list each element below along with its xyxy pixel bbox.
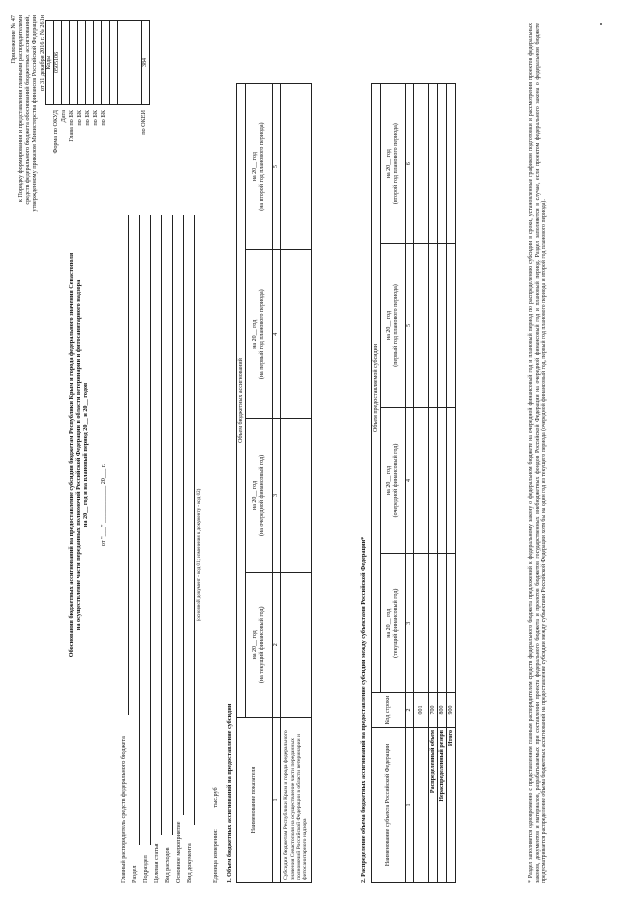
code-cell-bk [77,21,85,105]
s1-col-name: Наименование показателя [237,718,273,883]
code-cell-bk [85,21,93,105]
document-title [68,155,89,755]
field-chief-manager: Главный распорядитель средств федерального бюджета [120,736,127,883]
s2-col-number: 4 [406,407,414,554]
code-cell-bk [93,21,101,105]
field-underline [172,215,173,835]
code-cell-date [61,21,69,105]
okud-label: Форма по ОКУД [52,110,59,154]
code-cell-blank [117,21,141,105]
s2-value-cell [414,554,429,693]
s2-value-cell [429,407,438,554]
bk-label: по БК [92,110,99,126]
field-underline [150,215,151,845]
s2-undistributed-label: Нераспределенный резерв [438,728,447,883]
unit-label: Единица измерения: [212,829,219,883]
s2-value-cell [414,244,429,407]
code-cell-glava [69,21,77,105]
field-doc-type: Вид документа [186,843,193,883]
date-line: от "___" ____________ 20___ г. [100,463,107,547]
field-target-article: Целевая статья [153,843,160,883]
s2-col-plan1: на 20__ год (первый год планового периода) [381,244,406,407]
s1-col-number: 1 [273,718,281,883]
appendix-block [10,15,46,345]
section1-title: 1. Объем бюджетных ассигнований на предоставление субсидии [226,703,233,883]
s2-value-cell [447,407,456,554]
fields-block [120,243,197,883]
s2-value-cell [429,84,438,244]
footnote: * Раздел заполняется одновременно с представлением главным распорядителем средств федерального бюджета предложений к федеральному закону о федеральном бюджете на очередной финансовый год и плановый период по распределению субсидии в сроки, установленные графиком подготовки и рассмотрения проектов федеральных законов, документов и материалов, разрабатываемых при составлении проекта федерального бюджета и проектов бюджетов государственных внебюджетных фондов Российской Федерации на очередной финансовый год и плановый период. Раздел заполняется в случае, если проектом федерального закона о федеральном бюджете предусматривается распределение объема бюджетных ассигнований на предоставление субсидии между субъектами Российской Федерации хотя бы на один год из текущего периода (очередной финансовый год, первый год планового периода и второй год планового периода). [528,23,548,883]
s1-col-next: на 20__ год (на очередной финансовый год) [246,419,273,572]
s2-value-cell [414,84,429,244]
appendix-line: к Порядку формирования и представления главными распорядителями [17,15,25,203]
s2-value-cell [429,244,438,407]
scan-mark [600,23,602,25]
glava-label: Глава по БК [68,110,75,142]
appendix-line: утвержденному приказом Министерства финансов Российской Федерации [31,15,39,212]
s2-value-cell [438,84,447,244]
unit-row [212,787,219,883]
code-cell-bk [101,21,109,105]
s1-value-cell [281,419,312,572]
field-underline [161,215,162,835]
s1-col-group: Объем бюджетных ассигнований [237,84,246,718]
s1-col-plan2: на 20__ год (на второй год планового периода) [246,84,273,250]
okei-code: 384 [141,21,149,105]
code-cell-blank [109,21,117,105]
s1-col-number: 4 [273,250,281,419]
s2-col-group: Объем предоставляемой субсидии [372,84,381,693]
s2-col-name: Наименование субъекта Российской Федерации [372,728,406,883]
field-main-event: Основное мероприятие [175,821,182,883]
s2-col-number: 6 [406,84,414,244]
s2-value-cell [447,554,456,693]
s2-undistributed-code: 800 [438,693,447,728]
s2-value-cell [447,244,456,407]
s1-row-label: Субсидии бюджетам Республики Крым и города федерального значения Севастополя на осуществление части переданных полномочий Российской Федерации в области ветеринарии и фитосанитарного надзора [281,718,312,883]
title-line-2: на осуществление части переданных полномочий Российской Федерации в области ветеринарии и фитосанитарного надзора [75,279,83,631]
s2-col-number: 5 [406,244,414,407]
field-expense-type: Вид расходов [164,847,171,883]
bk-label: по БК [84,110,91,126]
codes-header: Коды [46,21,54,105]
unit-value: тыс.руб [212,787,219,808]
title-line-3: на 20__ год и на плановый период 20__ и 20__ годов [82,382,90,528]
s2-col-number: 1 [406,728,414,883]
section2-table [371,83,456,883]
bk-label: по БК [76,110,83,126]
s2-distributed-code: 700 [429,693,438,728]
s2-value-cell [438,244,447,407]
s2-col-current: на 20__ год (текущий финансовый год) [381,554,406,693]
s1-col-number: 2 [273,572,281,717]
s1-value-cell [281,84,312,250]
field-podrazdel: Подраздел [142,855,149,883]
field-razdel: Раздел [131,865,138,883]
appendix-number: Приложение № 47 [10,15,17,64]
s1-col-plan1: на 20__ год (на первый год планового периода) [246,250,273,419]
s2-value-cell [414,407,429,554]
appendix-line: средств федерального бюджета обоснований бюджетных ассигнований, [24,15,32,205]
s2-col-next: на 20__ год (очередной финансовый год) [381,407,406,554]
section1-table [236,83,312,883]
doc-type-hint: (основной документ - код 01; изменения к документу - код 02) [197,488,202,622]
s2-col-code: Код строки [372,693,406,728]
s2-col-number: 3 [406,554,414,693]
s1-col-number: 3 [273,419,281,572]
s2-value-cell [438,407,447,554]
s2-total-label: Итого [447,728,456,883]
title-line-1: Обоснования бюджетных ассигнований на предоставление субсидии бюджетам Республики Крым и города федерального значения Севастополя [68,252,75,658]
s2-value-cell [429,554,438,693]
date-label: Дата [60,110,67,123]
bk-label: по БК [100,110,107,126]
okei-label: по ОКЕИ [140,110,147,135]
codes-table [45,20,150,105]
s2-distributed-label: Распределенный объем [429,728,438,883]
field-underline [139,215,140,845]
s1-value-cell [281,250,312,419]
s2-total-code: 900 [447,693,456,728]
s2-col-number: 2 [406,693,414,728]
s1-col-current: на 20__ год (на текущий финансовый год) [246,572,273,717]
s2-value-cell [447,84,456,244]
field-underline [194,215,195,825]
s2-row-code: 001 [414,693,429,728]
s2-col-plan2: на 20__ год (второй год планового периода) [381,84,406,244]
s1-col-number: 5 [273,84,281,250]
okud-code: 0505106 [53,21,61,105]
s2-subject-cell [414,728,429,883]
s2-value-cell [438,554,447,693]
s1-value-cell [281,572,312,717]
appendix-line: от 31 декабря 2016 г. № 261н [38,15,46,92]
codes-labels [45,110,148,225]
field-underline [183,215,184,815]
field-underline [128,215,129,715]
section2-title: 2. Распределение объема бюджетных ассигнований на предоставление субсидии между субъектами Российской Федерации* [360,536,367,883]
